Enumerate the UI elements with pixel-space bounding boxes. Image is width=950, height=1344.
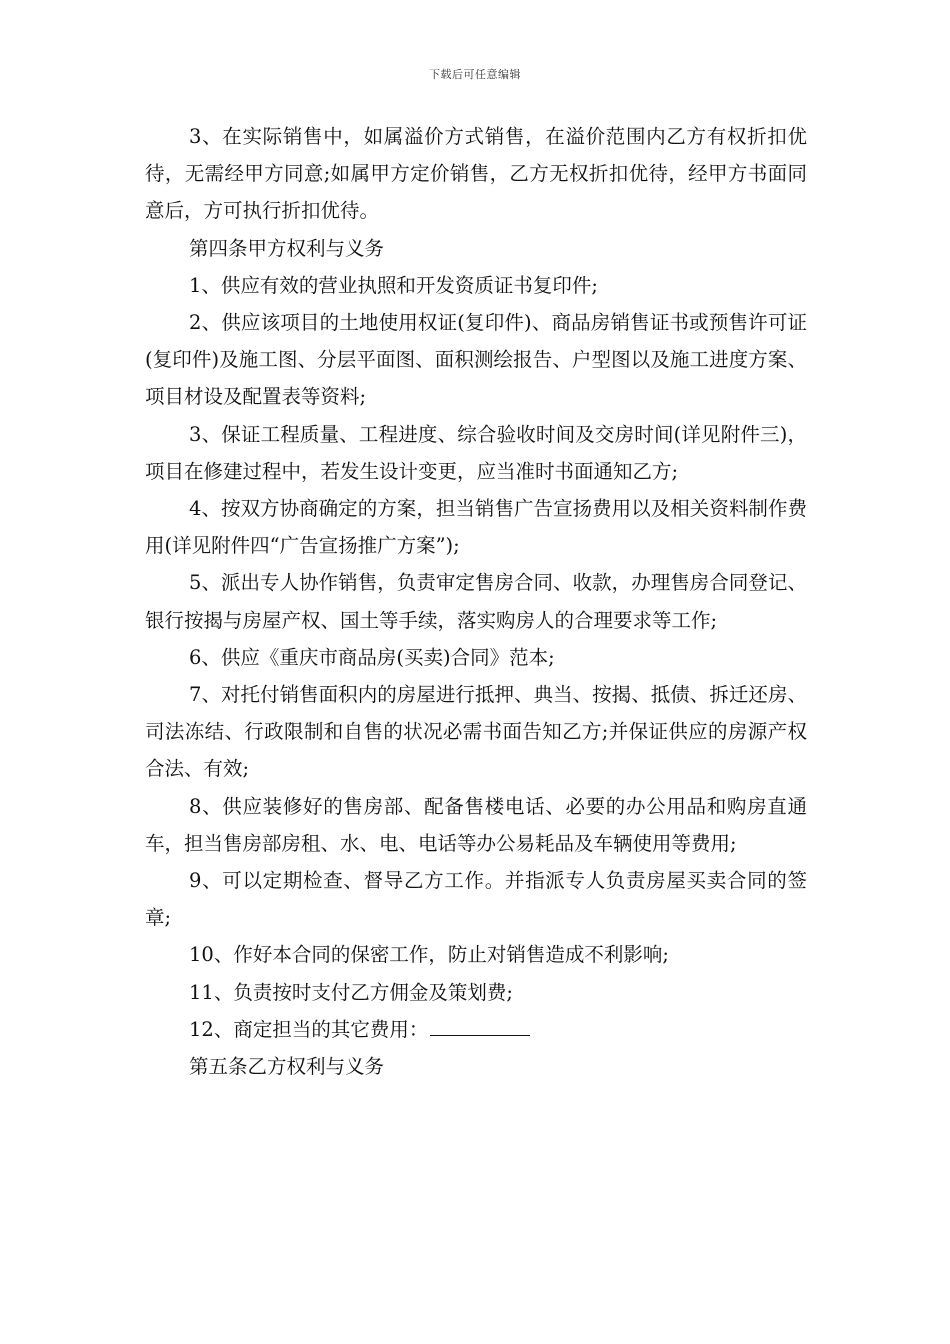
fill-in-blank xyxy=(430,1011,530,1036)
document-body xyxy=(145,118,807,1085)
item-1-license: 1、供应有效的营业执照和开发资质证书复印件; xyxy=(189,273,598,297)
item-4-advertising: 4、按双方协商确定的方案，担当销售广告宣扬费用以及相关资料制作费用(详见附件四“广告宣扬推广方案”); xyxy=(145,497,807,558)
item-3-quality: 3、保证工程质量、工程进度、综合验收时间及交房时间(详见附件三)，项目在修建过程中，若发生设计变更，应当准时书面通知乙方; xyxy=(145,422,807,483)
item-9-inspection: 9、可以定期检查、督导乙方工作。并指派专人负责房屋买卖合同的签章; xyxy=(145,869,807,930)
article-5-heading: 第五条乙方权利与义务 xyxy=(189,1055,385,1079)
clause-3-discount: 3、在实际销售中，如属溢价方式销售，在溢价范围内乙方有权折扣优待，无需经甲方同意;如属甲方定价销售，乙方无权折扣优待，经甲方书面同意后，方可执行折扣优待。 xyxy=(145,125,807,223)
item-12-other-fees xyxy=(145,1011,807,1048)
item-12-text: 12、商定担当的其它费用： xyxy=(189,1017,429,1041)
item-11-commission: 11、负责按时支付乙方佣金及策划费; xyxy=(189,980,513,1004)
article-4-heading: 第四条甲方权利与义务 xyxy=(189,236,385,260)
item-10-confidentiality: 10、作好本合同的保密工作，防止对销售造成不利影响; xyxy=(189,943,669,967)
item-2-land-certificates: 2、供应该项目的土地使用权证(复印件)、商品房销售证书或预售许可证(复印件)及施工图、分层平面图、面积测绘报告、户型图以及施工进度方案、项目材设及配置表等资料; xyxy=(145,311,807,409)
item-8-sales-office: 8、供应装修好的售房部、配备售楼电话、必要的办公用品和购房直通车，担当售房部房租、水、电、电话等办公易耗品及车辆使用等费用; xyxy=(145,794,807,855)
page-header: 下载后可任意编辑 xyxy=(429,68,521,81)
item-7-mortgage-notice: 7、对托付销售面积内的房屋进行抵押、典当、按揭、抵债、拆迁还房、司法冻结、行政限制和自售的状况必需书面告知乙方;并保证供应的房源产权合法、有效; xyxy=(145,683,807,781)
item-5-staff: 5、派出专人协作销售，负责审定售房合同、收款，办理售房合同登记、银行按揭与房屋产权、国土等手续，落实购房人的合理要求等工作; xyxy=(145,571,807,632)
item-6-contract-template: 6、供应《重庆市商品房(买卖)合同》范本; xyxy=(189,645,555,669)
